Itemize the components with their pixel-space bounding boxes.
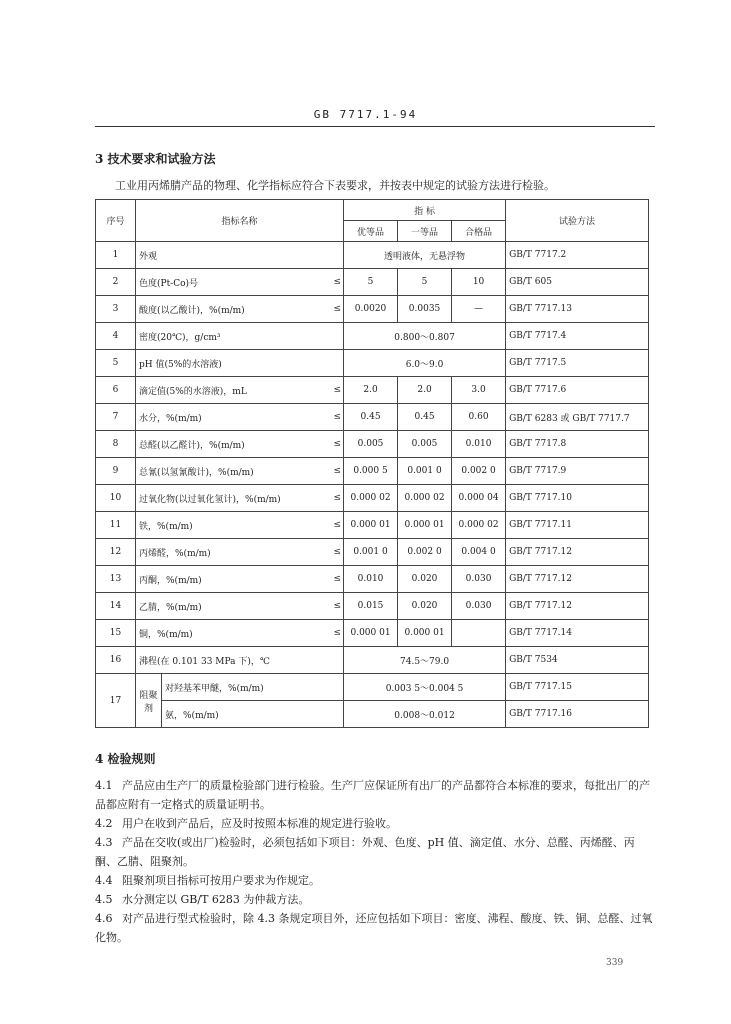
paragraph-text: 水分测定以 GB/T 6283 为仲裁方法。 [122, 893, 310, 906]
row-number: 17 [96, 674, 136, 728]
col-header-item: 指标名称 [136, 200, 344, 242]
value-superior: 0.45 [344, 404, 398, 431]
value-qualified: 0.002 0 [452, 458, 506, 485]
paragraph-text: 对产品进行型式检验时，除 4.3 条规定项目外，还应包括如下项目：密度、沸程、酸度、铁、铜、总醛、过氧化物。 [95, 912, 653, 944]
value-superior: 0.001 0 [344, 539, 398, 566]
paragraph-4-5 [95, 890, 653, 909]
test-method: GB/T 7717.15 [506, 674, 649, 701]
paragraph-number: 4.3 [95, 836, 113, 849]
row-number: 9 [96, 458, 136, 485]
table-row [96, 647, 649, 674]
table-row [96, 485, 649, 512]
col-header-seq: 序号 [96, 200, 136, 242]
test-method: GB/T 7717.6 [506, 377, 649, 404]
value-merged: 0.003 5～0.004 5 [344, 674, 506, 701]
row-number: 6 [96, 377, 136, 404]
test-method: GB/T 7717.9 [506, 458, 649, 485]
test-method: GB/T 7534 [506, 647, 649, 674]
paragraph-text: 产品应由生产厂的质量检验部门进行检验。生产厂应保证所有出厂的产品都符合本标准的要求，每批出厂的产品都应附有一定格式的质量证明书。 [95, 779, 650, 811]
value-first: 0.020 [398, 593, 452, 620]
item-name: 对羟基苯甲醚，%(m/m) [162, 674, 344, 701]
table-row [96, 431, 649, 458]
item-name: 乙腈，%(m/m) [136, 593, 322, 620]
limit-symbol [322, 647, 344, 674]
section-4-title: 4 检验规则 [95, 752, 156, 766]
item-name: 色度(Pt-Co)号 [136, 269, 322, 296]
paragraph-4-2 [95, 814, 653, 833]
group-label: 阻聚剂 [136, 674, 162, 728]
limit-symbol: ≤ [322, 593, 344, 620]
paragraph-text: 产品在交收(或出厂)检验时，必须包括如下项目：外观、色度、pH 值、滴定值、水分、总醛、丙烯醛、丙酮、乙腈、阻聚剂。 [95, 836, 635, 868]
row-number: 10 [96, 485, 136, 512]
value-first: 0.002 0 [398, 539, 452, 566]
value-qualified: 0.000 02 [452, 512, 506, 539]
item-name: 丙酮，%(m/m) [136, 566, 322, 593]
value-first: 0.000 01 [398, 512, 452, 539]
value-qualified: 0.000 04 [452, 485, 506, 512]
value-qualified [452, 620, 506, 647]
header-rule [95, 126, 655, 127]
section-3-title: 3 技术要求和试验方法 [95, 152, 216, 166]
value-first: 5 [398, 269, 452, 296]
value-superior: 0.000 5 [344, 458, 398, 485]
value-superior: 5 [344, 269, 398, 296]
row-number: 8 [96, 431, 136, 458]
test-method: GB/T 7717.12 [506, 539, 649, 566]
item-name: 总氰(以氢氰酸计)，%(m/m) [136, 458, 322, 485]
limit-symbol: ≤ [322, 458, 344, 485]
value-first: 0.45 [398, 404, 452, 431]
table-row [96, 539, 649, 566]
table-row [96, 620, 649, 647]
value-qualified: 0.60 [452, 404, 506, 431]
limit-symbol: ≤ [322, 539, 344, 566]
item-name: 酸度(以乙酸计)，%(m/m) [136, 296, 322, 323]
item-name: 丙烯醛，%(m/m) [136, 539, 322, 566]
col-header-first: 一等品 [398, 221, 452, 242]
value-first: 0.000 01 [398, 620, 452, 647]
value-superior: 0.000 02 [344, 485, 398, 512]
value-first: 2.0 [398, 377, 452, 404]
test-method: GB/T 7717.8 [506, 431, 649, 458]
table-header-row [96, 200, 649, 221]
value-first: 0.005 [398, 431, 452, 458]
row-number: 14 [96, 593, 136, 620]
item-name: pH 值(5%的水溶液) [136, 350, 322, 377]
limit-symbol [322, 350, 344, 377]
table-row [96, 350, 649, 377]
table-row [96, 512, 649, 539]
value-first: 0.001 0 [398, 458, 452, 485]
paragraph-number: 4.6 [95, 912, 113, 925]
paragraph-4-3 [95, 833, 653, 871]
row-number: 15 [96, 620, 136, 647]
value-qualified: 0.010 [452, 431, 506, 458]
limit-symbol: ≤ [322, 431, 344, 458]
test-method: GB/T 7717.16 [506, 701, 649, 728]
value-superior: 0.000 01 [344, 620, 398, 647]
row-number: 16 [96, 647, 136, 674]
row-number: 3 [96, 296, 136, 323]
value-superior: 0.0020 [344, 296, 398, 323]
value-qualified: 0.004 0 [452, 539, 506, 566]
table-row [96, 377, 649, 404]
page-number: 339 [606, 958, 624, 968]
value-qualified: 0.030 [452, 593, 506, 620]
value-merged: 0.800～0.807 [344, 323, 506, 350]
table-row [96, 566, 649, 593]
section-3-intro: 工业用丙烯腈产品的物理、化学指标应符合下表要求，并按表中规定的试验方法进行检验。 [115, 179, 555, 192]
value-merged: 74.5～79.0 [344, 647, 506, 674]
limit-symbol: ≤ [322, 269, 344, 296]
paragraph-4-6 [95, 909, 653, 947]
test-method: GB/T 7717.11 [506, 512, 649, 539]
table-row [96, 701, 649, 728]
limit-symbol: ≤ [322, 404, 344, 431]
paragraph-text: 阻聚剂项目指标可按用户要求为作规定。 [122, 874, 320, 887]
test-method: GB/T 605 [506, 269, 649, 296]
table-row [96, 296, 649, 323]
table-row [96, 674, 649, 701]
limit-symbol: ≤ [322, 566, 344, 593]
col-header-index: 指 标 [344, 200, 506, 221]
value-merged: 0.008～0.012 [344, 701, 506, 728]
table-row [96, 404, 649, 431]
item-name: 滴定值(5%的水溶液)，mL [136, 377, 322, 404]
table-row [96, 458, 649, 485]
test-method: GB/T 7717.5 [506, 350, 649, 377]
test-method: GB/T 6283 或 GB/T 7717.7 [506, 404, 649, 431]
col-header-qualified: 合格品 [452, 221, 506, 242]
test-method: GB/T 7717.13 [506, 296, 649, 323]
test-method: GB/T 7717.4 [506, 323, 649, 350]
item-name: 密度(20℃)，g/cm³ [136, 323, 322, 350]
value-superior: 0.015 [344, 593, 398, 620]
item-name: 氨，%(m/m) [162, 701, 344, 728]
paragraph-number: 4.1 [95, 779, 113, 792]
value-superior: 0.000 01 [344, 512, 398, 539]
limit-symbol: ≤ [322, 512, 344, 539]
test-method: GB/T 7717.12 [506, 593, 649, 620]
item-name: 铁，%(m/m) [136, 512, 322, 539]
row-number: 4 [96, 323, 136, 350]
item-name: 总醛(以乙醛计)，%(m/m) [136, 431, 322, 458]
paragraph-4-1 [95, 776, 653, 814]
value-superior: 2.0 [344, 377, 398, 404]
row-number: 5 [96, 350, 136, 377]
value-merged: 透明液体，无悬浮物 [344, 242, 506, 269]
test-method: GB/T 7717.14 [506, 620, 649, 647]
col-header-superior: 优等品 [344, 221, 398, 242]
row-number: 12 [96, 539, 136, 566]
value-superior: 0.010 [344, 566, 398, 593]
item-name: 过氧化物(以过氧化氢计)，%(m/m) [136, 485, 322, 512]
paragraph-4-4 [95, 871, 653, 890]
row-number: 11 [96, 512, 136, 539]
item-name: 铜，%(m/m) [136, 620, 322, 647]
value-qualified: 0.030 [452, 566, 506, 593]
value-first: 0.000 02 [398, 485, 452, 512]
table-row [96, 269, 649, 296]
limit-symbol: ≤ [322, 485, 344, 512]
paragraph-number: 4.5 [95, 893, 113, 906]
limit-symbol: ≤ [322, 296, 344, 323]
spec-table [95, 199, 649, 728]
row-number: 13 [96, 566, 136, 593]
value-qualified: 10 [452, 269, 506, 296]
row-number: 2 [96, 269, 136, 296]
value-first: 0.0035 [398, 296, 452, 323]
value-superior: 0.005 [344, 431, 398, 458]
test-method: GB/T 7717.2 [506, 242, 649, 269]
item-name: 外观 [136, 242, 322, 269]
row-number: 7 [96, 404, 136, 431]
paragraph-text: 用户在收到产品后，应及时按照本标准的规定进行验收。 [122, 817, 397, 830]
item-name: 水分，%(m/m) [136, 404, 322, 431]
value-qualified: — [452, 296, 506, 323]
limit-symbol [322, 323, 344, 350]
value-merged: 6.0～9.0 [344, 350, 506, 377]
table-row [96, 242, 649, 269]
standard-header: GB 7717.1-94 [313, 108, 418, 121]
paragraph-number: 4.2 [95, 817, 113, 830]
value-qualified: 3.0 [452, 377, 506, 404]
item-name: 沸程(在 0.101 33 MPa 下)，℃ [136, 647, 322, 674]
table-row [96, 323, 649, 350]
test-method: GB/T 7717.12 [506, 566, 649, 593]
table-row [96, 593, 649, 620]
limit-symbol [322, 242, 344, 269]
col-header-method: 试验方法 [506, 200, 649, 242]
limit-symbol: ≤ [322, 377, 344, 404]
value-first: 0.020 [398, 566, 452, 593]
paragraph-number: 4.4 [95, 874, 113, 887]
limit-symbol: ≤ [322, 620, 344, 647]
test-method: GB/T 7717.10 [506, 485, 649, 512]
row-number: 1 [96, 242, 136, 269]
